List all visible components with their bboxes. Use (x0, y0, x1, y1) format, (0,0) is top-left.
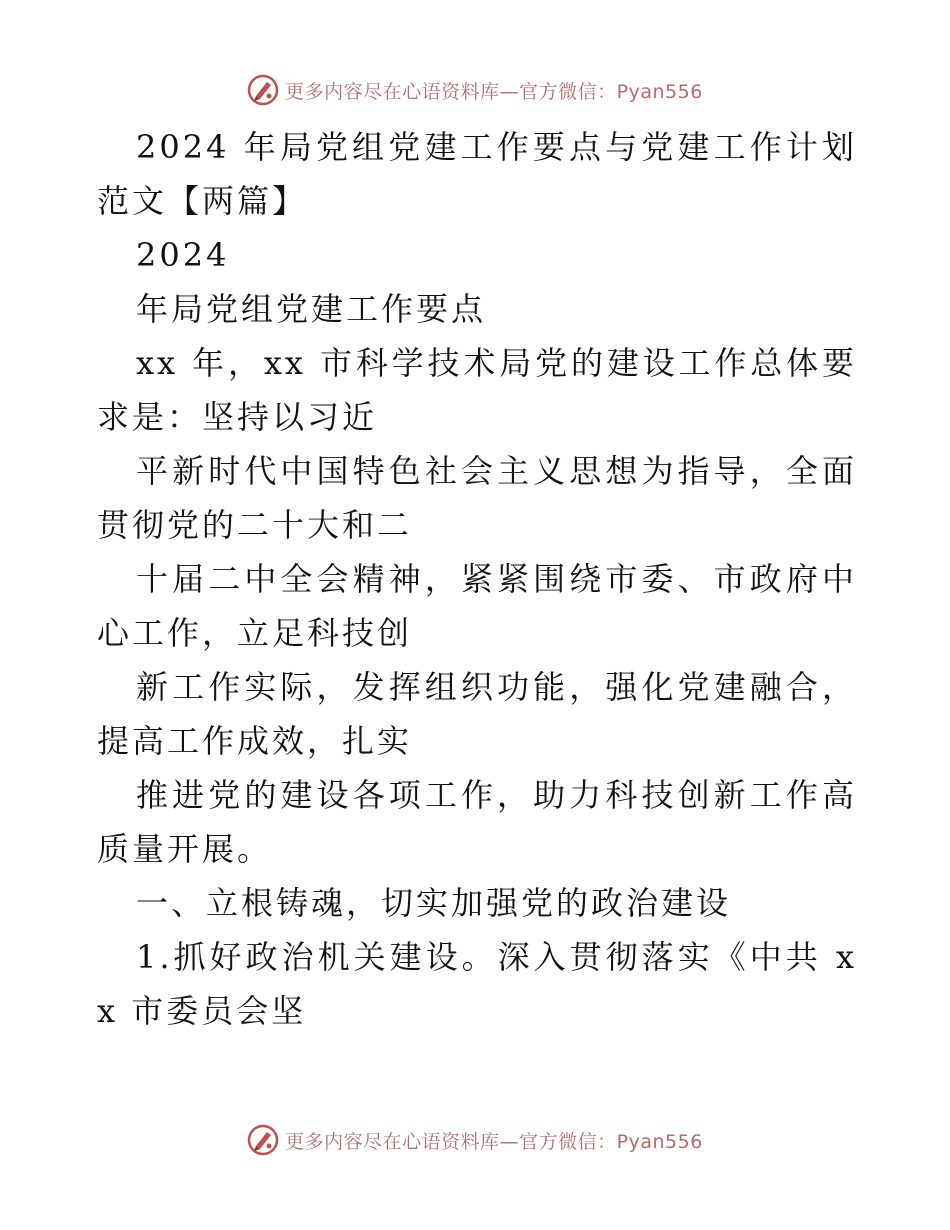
header-watermark-text: 更多内容尽在心语资料库—官方微信：Pyan556 (285, 80, 703, 103)
footer-watermark-banner (0, 1120, 950, 1160)
paragraph: 新工作实际，发挥组织功能，强化党建融合，提高工作成效，扎实 (97, 668, 857, 760)
paragraph: 推进党的建设各项工作，助力科技创新工作高质量开展。 (97, 776, 857, 868)
paragraph: 年局党组党建工作要点 (136, 290, 487, 328)
paragraph: 十届二中全会精神，紧紧围绕市委、市政府中心工作，立足科技创 (97, 560, 857, 652)
brand-logo-icon (247, 1124, 279, 1156)
paragraph: 1.抓好政治机关建设。深入贯彻落实《中共 xx 市委员会坚 (97, 938, 857, 1030)
paragraph: 平新时代中国特色社会主义思想为指导，全面贯彻党的二十大和二 (97, 452, 857, 544)
brand-logo-icon (247, 74, 279, 106)
header-watermark-banner (0, 70, 950, 110)
paragraph: 2024 (136, 236, 230, 274)
section-heading: 一、立根铸魂，切实加强党的政治建设 (136, 884, 732, 922)
footer-watermark-text: 更多内容尽在心语资料库—官方微信：Pyan556 (285, 1130, 703, 1153)
document-title: 2024 年局党组党建工作要点与党建工作计划范文【两篇】 (97, 128, 857, 220)
document-body (97, 120, 857, 1038)
paragraph: xx 年，xx 市科学技术局党的建设工作总体要求是：坚持以习近 (97, 344, 857, 436)
